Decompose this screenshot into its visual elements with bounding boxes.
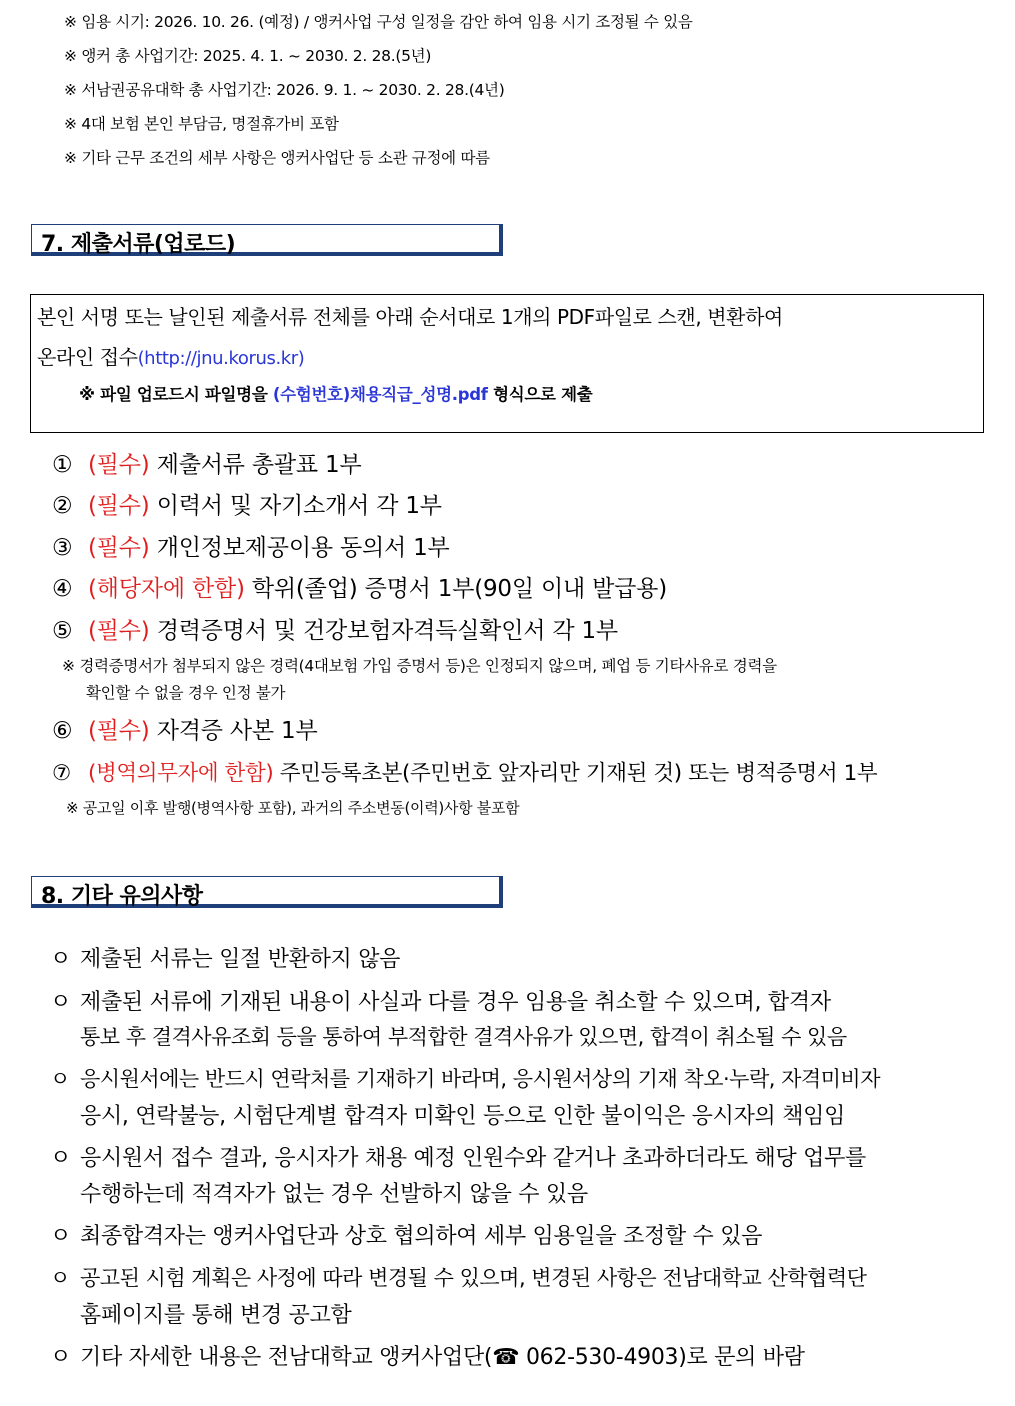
doc-item-tag: (해당자에 한함) bbox=[88, 576, 245, 602]
section8-title: 8. 기타 유의사항 bbox=[41, 884, 203, 909]
notice-text: 최종합격자는 앵커사업단과 상호 협의하여 세부 임용일을 조정할 수 있음 bbox=[80, 1224, 763, 1249]
notice-text: 응시원서 접수 결과, 응시자가 채용 예정 인원수와 같거나 초과하더라도 해당 업무를 bbox=[80, 1146, 866, 1171]
doc-item-text: 자격증 사본 1부 bbox=[149, 718, 318, 744]
bullet-icon: ㅇ bbox=[50, 1266, 70, 1290]
career-cert-note-line-2: 확인할 수 없을 경우 인정 불가 bbox=[86, 684, 286, 702]
bullet-icon: ㅇ bbox=[50, 1224, 71, 1249]
doc-item-tag: (필수) bbox=[88, 618, 150, 644]
notice-item-4 bbox=[50, 1141, 866, 1172]
doc-item-text: 주민등록초본(주민번호 앞자리만 기재된 것) 또는 병적증명서 1부 bbox=[273, 761, 878, 786]
doc-item-text: 이력서 및 자기소개서 각 1부 bbox=[149, 493, 442, 519]
career-cert-note-line-1: ※ 경력증명서가 첨부되지 않은 경력(4대보험 가입 증명서 등)은 인정되지 않으며, 폐업 등 기타사유로 경력을 bbox=[62, 657, 777, 675]
doc-item-text: 개인정보제공이용 동의서 1부 bbox=[149, 535, 450, 561]
doc-item-tag: (필수) bbox=[88, 452, 150, 478]
note-work-conditions: ※ 기타 근무 조건의 세부 사항은 앵커사업단 등 소관 규정에 따름 bbox=[64, 149, 490, 167]
doc-item-number: ③ bbox=[52, 535, 73, 561]
doc-item-number: ⑦ bbox=[52, 761, 71, 786]
doc-item-5 bbox=[52, 612, 618, 645]
notice-item-6-continued: 홈페이지를 통해 변경 공고함 bbox=[80, 1303, 352, 1328]
section8-heading bbox=[31, 876, 503, 908]
note-insurance: ※ 4대 보험 본인 부담금, 명절휴가비 포함 bbox=[64, 115, 339, 133]
filename-rule-prefix: ※ 파일 업로드시 파일명을 bbox=[79, 385, 273, 404]
doc-item-tag: (필수) bbox=[88, 718, 150, 744]
doc-item-number: ② bbox=[52, 493, 73, 519]
notice-item-7 bbox=[50, 1340, 805, 1371]
military-note: ※ 공고일 이후 발행(병역사항 포함), 과거의 주소변동(이력)사항 불포함 bbox=[66, 799, 520, 817]
doc-item-text: 경력증명서 및 건강보험자격득실확인서 각 1부 bbox=[149, 618, 618, 644]
section7-title: 7. 제출서류(업로드) bbox=[41, 232, 236, 257]
section7-heading bbox=[31, 224, 503, 256]
doc-item-6 bbox=[52, 712, 317, 745]
filename-rule-suffix: 형식으로 제출 bbox=[487, 385, 593, 404]
doc-item-text: 학위(졸업) 증명서 1부(90일 이내 발급용) bbox=[244, 576, 667, 602]
doc-item-tag: (필수) bbox=[88, 493, 150, 519]
bullet-icon: ㅇ bbox=[50, 990, 71, 1015]
note-shared-univ-period: ※ 서남권공유대학 총 사업기간: 2026. 9. 1. ~ 2030. 2. 28.(4년) bbox=[64, 81, 505, 99]
bullet-icon: ㅇ bbox=[50, 1146, 71, 1171]
doc-item-number: ⑤ bbox=[52, 618, 73, 644]
notice-item-3 bbox=[50, 1063, 880, 1093]
doc-item-7 bbox=[52, 756, 877, 787]
doc-item-number: ⑥ bbox=[52, 718, 73, 744]
doc-item-tag: (필수) bbox=[88, 535, 150, 561]
submission-instructions-box bbox=[30, 294, 984, 433]
notice-item-5 bbox=[50, 1219, 762, 1250]
notice-item-2 bbox=[50, 985, 831, 1016]
notice-item-2-continued: 통보 후 결격사유조회 등을 통하여 부적합한 결격사유가 있으면, 합격이 취소될 수 있음 bbox=[80, 1025, 847, 1049]
doc-item-4 bbox=[52, 570, 667, 603]
submission-line-1: 본인 서명 또는 날인된 제출서류 전체를 아래 순서대로 1개의 PDF파일로 스캔, 변환하여 bbox=[37, 305, 783, 329]
notice-item-4-continued: 수행하는데 적격자가 없는 경우 선발하지 않을 수 있음 bbox=[80, 1182, 588, 1207]
bullet-icon: ㅇ bbox=[50, 947, 71, 972]
notice-text: 공고된 시험 계획은 사정에 따라 변경될 수 있으며, 변경된 사항은 전남대학교 산학협력단 bbox=[80, 1266, 867, 1290]
bullet-icon: ㅇ bbox=[50, 1345, 71, 1370]
notice-text: 제출된 서류는 일절 반환하지 않음 bbox=[80, 947, 401, 972]
doc-item-2 bbox=[52, 487, 442, 520]
notice-text: 기타 자세한 내용은 전남대학교 앵커사업단(☎ 062-530-4903)로 문의 바람 bbox=[80, 1345, 805, 1370]
notice-item-3-continued: 응시, 연락불능, 시험단계별 합격자 미확인 등으로 인한 불이익은 응시자의 책임임 bbox=[80, 1104, 846, 1129]
bullet-icon: ㅇ bbox=[50, 1067, 70, 1091]
doc-item-3 bbox=[52, 529, 450, 562]
doc-item-number: ① bbox=[52, 452, 73, 478]
online-submit-label: 온라인 접수 bbox=[37, 345, 138, 369]
note-anchor-period: ※ 앵커 총 사업기간: 2025. 4. 1. ~ 2030. 2. 28.(5년) bbox=[64, 47, 432, 65]
submission-line-2 bbox=[37, 341, 304, 370]
notice-item-1 bbox=[50, 942, 400, 973]
notice-item-6 bbox=[50, 1262, 866, 1292]
doc-item-text: 제출서류 총괄표 1부 bbox=[149, 452, 362, 478]
filename-rule bbox=[79, 381, 592, 405]
notice-text: 제출된 서류에 기재된 내용이 사실과 다를 경우 임용을 취소할 수 있으며, 합격자 bbox=[80, 990, 831, 1015]
doc-item-number: ④ bbox=[52, 576, 73, 602]
filename-format: (수험번호)채용직급_성명.pdf bbox=[272, 385, 488, 404]
notice-text: 응시원서에는 반드시 연락처를 기재하기 바라며, 응시원서상의 기재 착오·누락, 자격미비자 bbox=[80, 1067, 881, 1091]
note-appointment-date: ※ 임용 시기: 2026. 10. 26. (예정) / 앵커사업 구성 일정을 감안 하여 임용 시기 조정될 수 있음 bbox=[64, 13, 693, 31]
doc-item-tag: (병역의무자에 한함) bbox=[88, 761, 274, 786]
submission-url-link[interactable]: (http://jnu.korus.kr) bbox=[137, 348, 305, 369]
doc-item-1 bbox=[52, 446, 362, 479]
